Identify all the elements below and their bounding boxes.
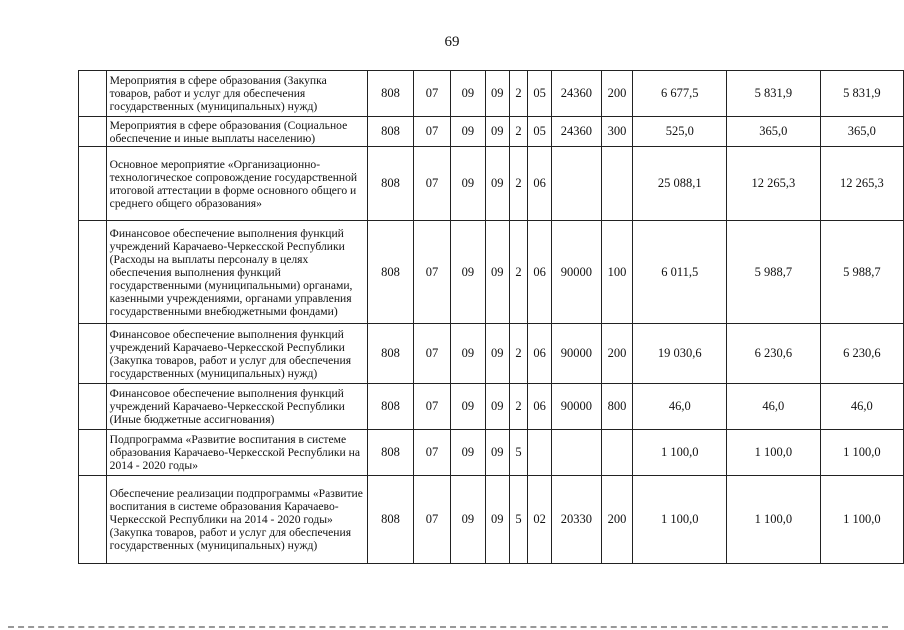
row-program-code: 09 bbox=[485, 117, 509, 147]
row-sum-year3: 12 265,3 bbox=[820, 147, 903, 221]
row-sum-year3: 365,0 bbox=[820, 117, 903, 147]
row-name: Мероприятия в сфере образования (Закупка товаров, работ и услуг для обеспечения государственных (муниципальных) нужд) bbox=[106, 71, 367, 117]
row-admin-code: 808 bbox=[368, 117, 414, 147]
row-sum-year1: 1 100,0 bbox=[633, 430, 727, 476]
row-activity-code: 06 bbox=[528, 324, 552, 384]
row-blank-cell bbox=[79, 147, 107, 221]
row-name: Подпрограмма «Развитие воспитания в системе образования Карачаево-Черкесской Республики на 2014 - 2020 годы» bbox=[106, 430, 367, 476]
table-row bbox=[79, 221, 904, 324]
row-direction-code: 90000 bbox=[552, 384, 601, 430]
row-sum-year2: 46,0 bbox=[727, 384, 821, 430]
row-subsection-code: 09 bbox=[451, 117, 486, 147]
row-subsection-code: 09 bbox=[451, 71, 486, 117]
row-admin-code: 808 bbox=[368, 147, 414, 221]
row-subsection-code: 09 bbox=[451, 221, 486, 324]
row-expense-type: 200 bbox=[601, 476, 633, 564]
row-section-code: 07 bbox=[413, 430, 450, 476]
row-direction-code: 24360 bbox=[552, 117, 601, 147]
row-blank-cell bbox=[79, 117, 107, 147]
row-activity-code: 06 bbox=[528, 147, 552, 221]
row-subprogram-code: 2 bbox=[509, 221, 527, 324]
row-subprogram-code: 2 bbox=[509, 71, 527, 117]
row-sum-year3: 1 100,0 bbox=[820, 430, 903, 476]
row-sum-year2: 6 230,6 bbox=[727, 324, 821, 384]
row-admin-code: 808 bbox=[368, 221, 414, 324]
row-admin-code: 808 bbox=[368, 384, 414, 430]
row-expense-type: 800 bbox=[601, 384, 633, 430]
table-row bbox=[79, 476, 904, 564]
table-row bbox=[79, 324, 904, 384]
row-program-code: 09 bbox=[485, 476, 509, 564]
page-number: 69 bbox=[444, 34, 460, 50]
row-section-code: 07 bbox=[413, 117, 450, 147]
row-blank-cell bbox=[79, 324, 107, 384]
row-section-code: 07 bbox=[413, 221, 450, 324]
row-sum-year1: 25 088,1 bbox=[633, 147, 727, 221]
row-direction-code: 20330 bbox=[552, 476, 601, 564]
row-blank-cell bbox=[79, 476, 107, 564]
row-subsection-code: 09 bbox=[451, 147, 486, 221]
row-name: Основное мероприятие «Организационно-технологическое сопровождение государственной итоговой аттестации в форме основного общего и среднего общего образования» bbox=[106, 147, 367, 221]
row-expense-type: 100 bbox=[601, 221, 633, 324]
row-admin-code: 808 bbox=[368, 324, 414, 384]
row-program-code: 09 bbox=[485, 384, 509, 430]
row-sum-year2: 365,0 bbox=[727, 117, 821, 147]
table-row bbox=[79, 430, 904, 476]
row-admin-code: 808 bbox=[368, 430, 414, 476]
row-expense-type: 300 bbox=[601, 117, 633, 147]
row-admin-code: 808 bbox=[368, 71, 414, 117]
row-name: Обеспечение реализации подпрограммы «Развитие воспитания в системе образования Карачаево-Черкесской Республики на 2014 - 2020 годы» (Закупка товаров, работ и услуг для обеспечения государственных (муниципальных) нужд) bbox=[106, 476, 367, 564]
row-subprogram-code: 5 bbox=[509, 476, 527, 564]
table-row bbox=[79, 71, 904, 117]
row-section-code: 07 bbox=[413, 476, 450, 564]
row-subsection-code: 09 bbox=[451, 384, 486, 430]
row-sum-year2: 5 831,9 bbox=[727, 71, 821, 117]
row-direction-code: 24360 bbox=[552, 71, 601, 117]
table-row bbox=[79, 147, 904, 221]
row-direction-code: 90000 bbox=[552, 324, 601, 384]
row-program-code: 09 bbox=[485, 430, 509, 476]
row-subprogram-code: 2 bbox=[509, 384, 527, 430]
row-sum-year1: 6 011,5 bbox=[633, 221, 727, 324]
row-section-code: 07 bbox=[413, 384, 450, 430]
table-row bbox=[79, 384, 904, 430]
row-subprogram-code: 5 bbox=[509, 430, 527, 476]
row-direction-code: 90000 bbox=[552, 221, 601, 324]
row-subprogram-code: 2 bbox=[509, 117, 527, 147]
row-program-code: 09 bbox=[485, 324, 509, 384]
row-blank-cell bbox=[79, 430, 107, 476]
row-blank-cell bbox=[79, 384, 107, 430]
scan-edge-line bbox=[8, 626, 888, 630]
row-blank-cell bbox=[79, 221, 107, 324]
row-name: Финансовое обеспечение выполнения функций учреждений Карачаево-Черкесской Республики (Иные бюджетные ассигнования) bbox=[106, 384, 367, 430]
row-sum-year3: 5 988,7 bbox=[820, 221, 903, 324]
row-expense-type bbox=[601, 147, 633, 221]
row-sum-year1: 1 100,0 bbox=[633, 476, 727, 564]
row-sum-year2: 5 988,7 bbox=[727, 221, 821, 324]
row-expense-type: 200 bbox=[601, 324, 633, 384]
row-activity-code bbox=[528, 430, 552, 476]
row-name: Финансовое обеспечение выполнения функций учреждений Карачаево-Черкесской Республики (Расходы на выплаты персоналу в целях обеспечения выполнения функций государственными (муниципальными) органами, казенными учреждениями, органами управления государственными внебюджетными фондами) bbox=[106, 221, 367, 324]
row-sum-year3: 5 831,9 bbox=[820, 71, 903, 117]
table-row bbox=[79, 117, 904, 147]
budget-table bbox=[78, 70, 904, 564]
row-subsection-code: 09 bbox=[451, 430, 486, 476]
row-sum-year2: 12 265,3 bbox=[727, 147, 821, 221]
row-activity-code: 05 bbox=[528, 71, 552, 117]
row-name: Финансовое обеспечение выполнения функций учреждений Карачаево-Черкесской Республики (Закупка товаров, работ и услуг для обеспечения государственных (муниципальных) нужд) bbox=[106, 324, 367, 384]
row-activity-code: 05 bbox=[528, 117, 552, 147]
row-program-code: 09 bbox=[485, 147, 509, 221]
row-sum-year1: 525,0 bbox=[633, 117, 727, 147]
row-name: Мероприятия в сфере образования (Социальное обеспечение и иные выплаты населению) bbox=[106, 117, 367, 147]
row-subsection-code: 09 bbox=[451, 476, 486, 564]
row-program-code: 09 bbox=[485, 71, 509, 117]
row-section-code: 07 bbox=[413, 324, 450, 384]
row-sum-year3: 46,0 bbox=[820, 384, 903, 430]
row-expense-type bbox=[601, 430, 633, 476]
row-section-code: 07 bbox=[413, 71, 450, 117]
row-sum-year1: 6 677,5 bbox=[633, 71, 727, 117]
row-blank-cell bbox=[79, 71, 107, 117]
row-activity-code: 06 bbox=[528, 384, 552, 430]
row-direction-code bbox=[552, 147, 601, 221]
row-activity-code: 02 bbox=[528, 476, 552, 564]
row-sum-year1: 46,0 bbox=[633, 384, 727, 430]
row-section-code: 07 bbox=[413, 147, 450, 221]
row-subprogram-code: 2 bbox=[509, 147, 527, 221]
row-sum-year1: 19 030,6 bbox=[633, 324, 727, 384]
row-direction-code bbox=[552, 430, 601, 476]
row-activity-code: 06 bbox=[528, 221, 552, 324]
row-sum-year3: 1 100,0 bbox=[820, 476, 903, 564]
row-sum-year3: 6 230,6 bbox=[820, 324, 903, 384]
row-sum-year2: 1 100,0 bbox=[727, 430, 821, 476]
row-subprogram-code: 2 bbox=[509, 324, 527, 384]
row-subsection-code: 09 bbox=[451, 324, 486, 384]
row-admin-code: 808 bbox=[368, 476, 414, 564]
row-sum-year2: 1 100,0 bbox=[727, 476, 821, 564]
row-expense-type: 200 bbox=[601, 71, 633, 117]
row-program-code: 09 bbox=[485, 221, 509, 324]
budget-table-body bbox=[79, 71, 904, 564]
